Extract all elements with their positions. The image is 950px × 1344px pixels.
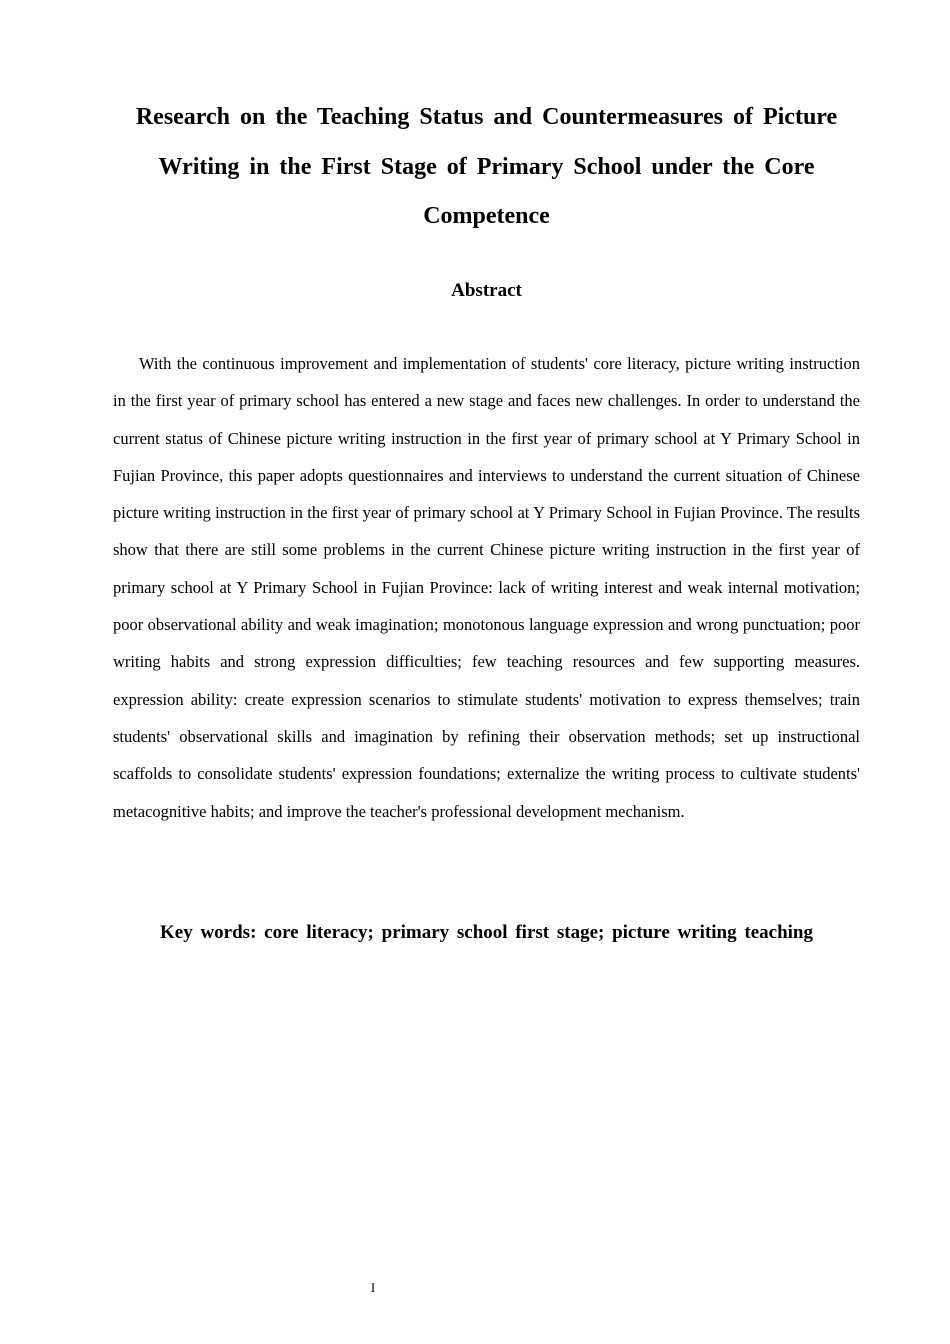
keywords-line: Key words: core literacy; primary school first stage; picture writing teaching bbox=[160, 922, 813, 943]
page-number: I bbox=[370, 1280, 376, 1295]
abstract-heading: Abstract bbox=[451, 280, 522, 301]
paper-title: Research on the Teaching Status and Countermeasures of Picture Writing in the First Stage of Primary School under the Core Competence bbox=[135, 104, 838, 229]
abstract-body: With the continuous improvement and implementation of students' core literacy, picture writing instruction in the first year of primary school has entered a new stage and faces new challenges. In order to understand the current status of Chinese picture writing instruction in the first year of primary school at Y Primary School in Fujian Province, this paper adopts questionnaires and interviews to understand the current situation of Chinese picture writing instruction in the first year of primary school at Y Primary School in Fujian Province. The results show that there are still some problems in the current Chinese picture writing instruction in the first year of primary school at Y Primary School in Fujian Province: lack of writing interest and weak internal motivation; poor observational ability and weak imagination; monotonous language expression and wrong punctuation; poor writing habits and strong expression difficulties; few teaching resources and few supporting measures. expression ability: create expression scenarios to stimulate students' motivation to express themselves; train students' observational skills and imagination by refining their observation methods; set up instructional scaffolds to consolidate students' expression foundations; externalize the writing process to cultivate students' metacognitive habits; and improve the teacher's professional development mechanism. bbox=[113, 354, 860, 821]
